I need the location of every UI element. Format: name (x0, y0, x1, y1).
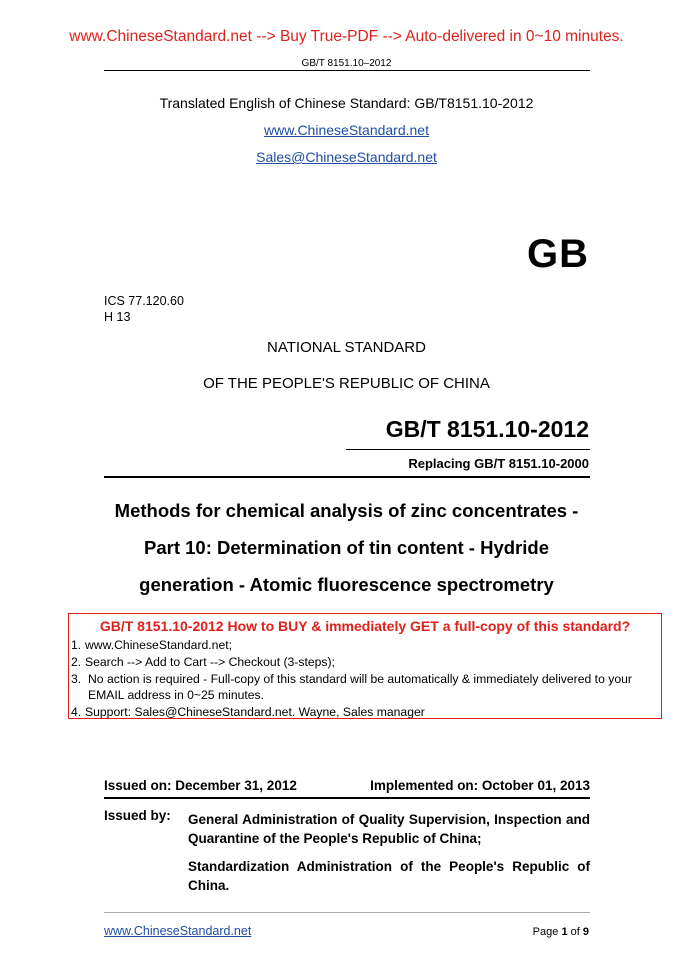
list-item: 4. Support: Sales@ChineseStandard.net. Wayne, Sales manager (71, 705, 425, 720)
replacing-note: Replacing GB/T 8151.10-2000 (408, 456, 589, 471)
translated-line: Translated English of Chinese Standard: GB/T8151.10-2012 (159, 95, 534, 111)
issuing-body: Standardization Administration of the People's Republic of China. (188, 859, 590, 893)
page-total: 9 (582, 926, 589, 938)
h-code: H 13 (104, 310, 131, 324)
implemented-on: Implemented on: October 01, 2013 (370, 778, 590, 793)
issued-by-label: Issued by: (104, 808, 171, 823)
list-item: 2. Search --> Add to Cart --> Checkout (3-steps); (71, 654, 335, 669)
title-divider (104, 476, 590, 478)
page-current: 1 (561, 926, 568, 938)
email-link-wrap (0, 149, 693, 165)
buy-info-box (68, 613, 662, 719)
top-banner[interactable]: www.ChineseStandard.net --> Buy True-PDF --> Auto-delivered in 0~10 minutes. (69, 28, 624, 45)
site-link[interactable]: www.ChineseStandard.net (264, 122, 429, 138)
header-divider (104, 70, 590, 71)
issuing-body: General Administration of Quality Supervision, Inspection and Quarantine of the People's Republic of China; (188, 812, 590, 846)
footer-link[interactable]: www.ChineseStandard.net (104, 924, 252, 938)
header-standard-code: GB/T 8151.10–2012 (301, 58, 392, 69)
list-item: 3. No action is required - Full-copy of this standard will be automatically & immediately delivered to your EMAIL address in 0~25 minutes. (71, 671, 632, 703)
code-divider (346, 449, 590, 450)
page-number: Page 1 of 9 (532, 926, 589, 938)
footer-link-wrap (104, 924, 251, 938)
title-line: generation - Atomic fluorescence spectrometry (139, 574, 554, 595)
footer-divider (104, 912, 590, 913)
classification-codes (104, 293, 184, 325)
title-line: Methods for chemical analysis of zinc concentrates - (114, 500, 579, 521)
ics-code: ICS 77.120.60 (104, 294, 184, 308)
buy-steps-list (71, 637, 657, 721)
standard-code: GB/T 8151.10-2012 (385, 416, 589, 442)
title-line: Part 10: Determination of tin content - Hydride (144, 537, 549, 558)
issued-on: Issued on: December 31, 2012 (104, 778, 297, 793)
issuing-bodies (188, 810, 590, 904)
buy-box-title: GB/T 8151.10-2012 How to BUY & immediately GET a full-copy of this standard? (99, 618, 631, 634)
email-link[interactable]: Sales@ChineseStandard.net (256, 149, 437, 165)
list-item: 1. www.ChineseStandard.net; (71, 638, 233, 652)
site-link-wrap (0, 122, 693, 138)
republic-heading: OF THE PEOPLE'S REPUBLIC OF CHINA (203, 375, 490, 392)
national-standard-heading: NATIONAL STANDARD (267, 339, 426, 356)
document-title (60, 492, 633, 603)
dates-divider (104, 797, 590, 799)
gb-mark: GB (527, 232, 589, 276)
